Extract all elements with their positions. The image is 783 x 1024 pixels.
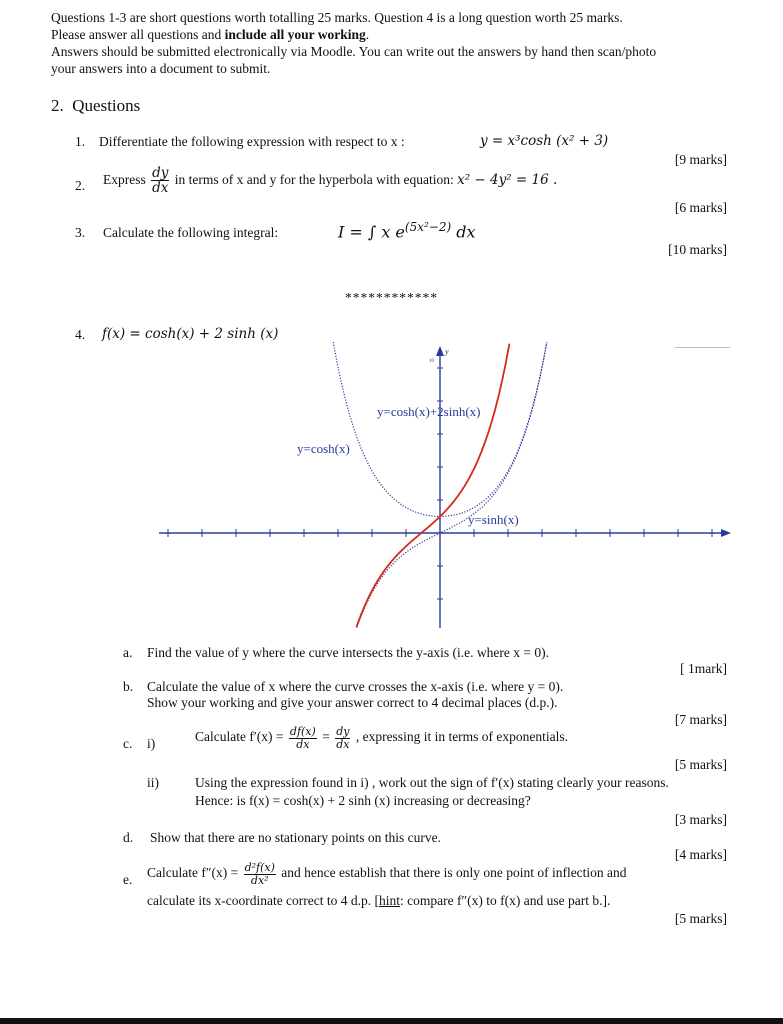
dy-dx-fraction-c: $\frac{dy}{dx}$ bbox=[336, 725, 350, 751]
d2f-dx2-fraction: $\frac{\text{d²f(x)}}{\text{dx²}}$ bbox=[244, 861, 275, 887]
part-c-ii-text-2: Hence: is f(x) = cosh(x) + 2 sinh (x) increasing or decreasing? bbox=[195, 793, 531, 808]
intro-line-3: Answers should be submitted electronically via Moodle. You can write out the answers by hand then scan/photo bbox=[51, 44, 657, 59]
sinh-curve bbox=[357, 343, 547, 627]
part-c-ii-marks: [3 marks] bbox=[674, 812, 727, 827]
intro-line-4: your answers into a document to submit. bbox=[51, 61, 271, 76]
y-axis-label: y bbox=[445, 347, 449, 356]
bottom-border bbox=[0, 1018, 783, 1024]
y-tick-label-top: 10 bbox=[429, 359, 434, 364]
question-3-text: Calculate the following integral: bbox=[103, 225, 279, 240]
question-1-marks: [9 marks] bbox=[674, 152, 727, 167]
question-3-integral: I = ∫ x $e^{(5x^2-2)}$ dx bbox=[338, 220, 476, 242]
separator: ************ bbox=[345, 290, 438, 305]
question-2-number: 2. bbox=[75, 178, 86, 193]
part-e-marks: [5 marks] bbox=[674, 911, 727, 926]
part-a-marks: [ 1mark] bbox=[680, 661, 727, 676]
y-axis-arrow-icon bbox=[436, 346, 444, 356]
part-d-label: d. bbox=[123, 830, 134, 845]
question-2-text: Express $\frac{dy}{dx}$ in terms of x and y for the hyperbola with equation: x² − 4y² = 16 . bbox=[103, 165, 558, 197]
question-3-number: 3. bbox=[75, 225, 86, 240]
part-c-i-text: Calculate f′(x) = $\frac{df(x)}{dx}$ = $\frac{dy}{dx}$ , expressing it in terms of exponentials. bbox=[195, 725, 569, 751]
question-1-text: Differentiate the following expression with respect to x : bbox=[99, 134, 405, 149]
sum-curve bbox=[356, 344, 509, 628]
cosh-curve-label: y=cosh(x) bbox=[297, 441, 350, 456]
part-e-text-2: calculate its x-coordinate correct to 4 d.p. [hint: compare f″(x) to f(x) and use part b.]. bbox=[147, 893, 611, 908]
part-d-text: Show that there are no stationary points on this curve. bbox=[150, 830, 441, 845]
part-b-text-1: Calculate the value of x where the curve crosses the x-axis (i.e. where y = 0). bbox=[147, 679, 564, 694]
question-4-function: f(x) = cosh(x) + 2 sinh (x) bbox=[102, 326, 279, 342]
part-b-marks: [7 marks] bbox=[674, 712, 727, 727]
part-c-label: c. bbox=[123, 736, 133, 751]
question-1-number: 1. bbox=[75, 134, 86, 149]
sinh-curve-label: y=sinh(x) bbox=[468, 512, 519, 527]
part-e-text-1: Calculate f″(x) = $\frac{\text{d²f(x)}}{\text{dx²}}$ and hence establish that there is only one point of inflection and bbox=[147, 861, 627, 887]
part-c-i-marks: [5 marks] bbox=[674, 757, 727, 772]
part-c-i-label: i) bbox=[147, 736, 156, 751]
section-heading: 2. Questions bbox=[51, 96, 141, 115]
function-graph bbox=[155, 338, 735, 630]
x-axis-arrow-icon bbox=[721, 529, 731, 537]
part-c-ii-text-1: Using the expression found in i) , work out the sign of f′(x) stating clearly your reasons. bbox=[195, 775, 669, 790]
part-b-label: b. bbox=[123, 679, 134, 694]
intro-line-2: Please answer all questions and include all your working. bbox=[51, 27, 370, 42]
part-c-ii-label: ii) bbox=[147, 775, 159, 790]
question-3-marks: [10 marks] bbox=[668, 242, 727, 257]
df-dx-fraction: $\frac{df(x)}{dx}$ bbox=[289, 725, 316, 751]
part-e-label: e. bbox=[123, 872, 133, 887]
part-a-text: Find the value of y where the curve intersects the y-axis (i.e. where x = 0). bbox=[147, 645, 549, 660]
dy-dx-fraction: $\frac{dy}{dx}$ bbox=[152, 165, 169, 197]
question-2-marks: [6 marks] bbox=[674, 200, 727, 215]
part-a-label: a. bbox=[123, 645, 133, 660]
question-4-number: 4. bbox=[75, 327, 86, 342]
question-1-equation: y = x³cosh (x² + 3) bbox=[480, 133, 609, 149]
sum-curve-label: y=cosh(x)+2sinh(x) bbox=[377, 404, 481, 419]
intro-line-1: Questions 1-3 are short questions worth totalling 25 marks. Question 4 is a long question worth 25 marks. bbox=[51, 10, 623, 25]
part-d-marks: [4 marks] bbox=[674, 847, 727, 862]
part-b-text-2: Show your working and give your answer correct to 4 decimal places (d.p.). bbox=[147, 695, 558, 710]
